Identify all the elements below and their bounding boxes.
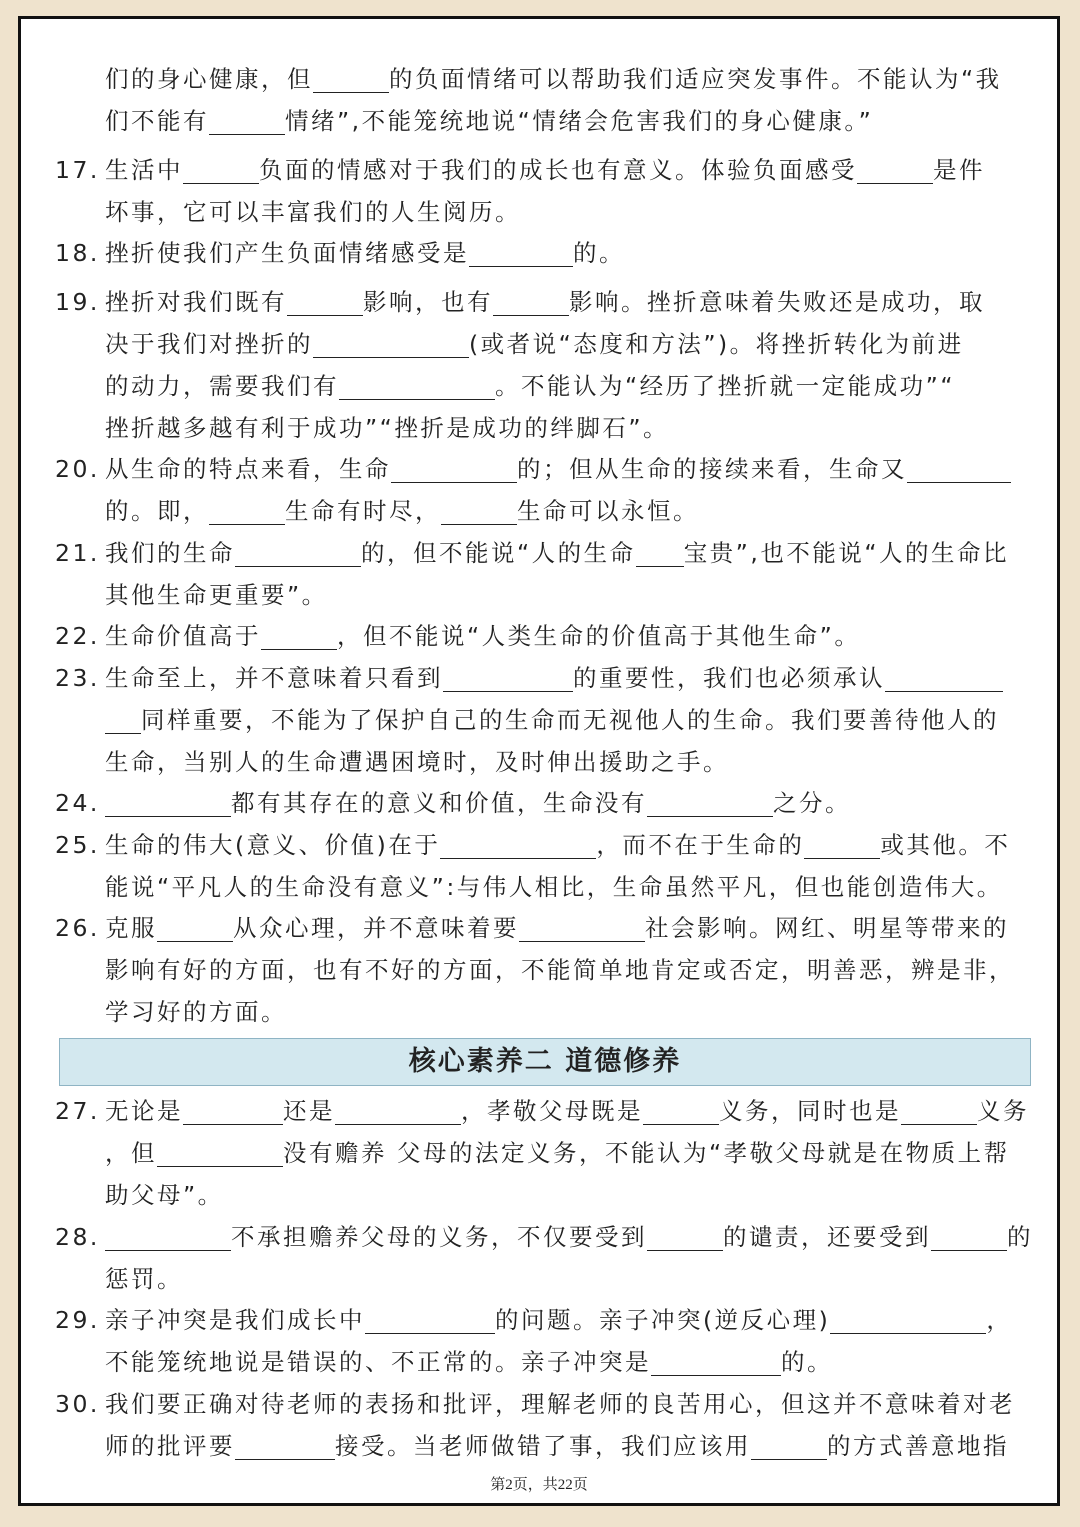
text-segment: 师的批评要 (105, 1432, 235, 1460)
text-segment: 生命，当别人的生命遭遇困境时，及时伸出援助之手。 (105, 748, 729, 776)
text-segment: 都有其存在的意义和价值，生命没有 (231, 789, 647, 817)
text-segment: 生命价值高于 (105, 622, 261, 650)
fill-in-blank[interactable] (105, 1222, 231, 1251)
question-line (21, 1300, 1057, 1340)
text-segment: ，但不能说“人类生命的价值高于其他生命”。 (337, 622, 861, 650)
text-segment: 的问题。亲子冲突(逆反心理) (495, 1306, 831, 1334)
fill-in-blank[interactable] (183, 1096, 283, 1125)
text-segment: 没有赡养 父母的法定义务，不能认为“孝敬父母就是在物质上帮 (283, 1139, 1010, 1167)
text-segment: 其他生命更重要”。 (105, 581, 328, 609)
text-segment: 的负面情绪可以帮助我们适应突发事件。不能认为“我 (389, 65, 1002, 93)
text-segment: 的重要性，我们也必须承认 (573, 664, 885, 692)
text-segment: 坏事，它可以丰富我们的人生阅历。 (105, 198, 521, 226)
fill-in-blank[interactable] (313, 64, 389, 93)
fill-in-blank[interactable] (643, 1096, 719, 1125)
text-segment: 不承担赡养父母的义务，不仅要受到 (231, 1223, 647, 1251)
question-line-continued (21, 1175, 1057, 1215)
question-number: 30. (55, 1390, 100, 1418)
text-segment: 还是 (283, 1097, 335, 1125)
question-text (105, 742, 729, 782)
question-number: 25. (55, 831, 100, 859)
question-text (105, 575, 328, 615)
question-number: 18. (55, 239, 100, 267)
text-segment: 们不能有 (105, 107, 209, 135)
question-number: 20. (55, 455, 100, 483)
text-segment: 学习好的方面。 (105, 998, 287, 1026)
question-line-continued (21, 867, 1057, 907)
question-line-continued (21, 1342, 1057, 1382)
text-segment: 的动力，需要我们有 (105, 372, 339, 400)
question-line (21, 658, 1057, 698)
question-text (105, 616, 860, 656)
question-text (105, 282, 985, 322)
question-text (105, 700, 999, 740)
text-segment: 宝贵”,也不能说“人的生命比 (683, 539, 1010, 567)
question-line (21, 233, 1057, 273)
question-text (105, 1175, 224, 1215)
question-line (21, 783, 1057, 823)
question-text (105, 908, 1009, 948)
question-text (105, 825, 1010, 865)
text-segment: 的。即， (105, 497, 209, 525)
question-number: 19. (55, 288, 100, 316)
question-number: 22. (55, 622, 100, 650)
question-text (105, 150, 985, 190)
fill-in-blank[interactable] (443, 663, 573, 692)
fill-in-blank[interactable] (907, 454, 1011, 483)
question-line-continued (21, 1259, 1057, 1299)
text-segment: 生命的伟大(意义、价值)在于 (105, 831, 441, 859)
text-segment: ，而不在于生命的 (596, 831, 805, 859)
fill-in-blank[interactable] (901, 1096, 977, 1125)
fill-in-blank[interactable] (235, 538, 361, 567)
question-text (105, 533, 1009, 573)
question-line (21, 282, 1057, 322)
text-segment: 克服 (105, 914, 157, 942)
fill-in-blank[interactable] (441, 496, 517, 525)
question-number: 24. (55, 789, 100, 817)
question-number: 29. (55, 1306, 100, 1334)
fill-in-blank[interactable] (931, 1222, 1007, 1251)
text-segment: 社会影响。网红、明星等带来的 (645, 914, 1009, 942)
text-segment: 能说“平凡人的生命没有意义”:与伟人相比，生命虽然平凡，但也能创造伟大。 (105, 873, 1003, 901)
question-text (105, 1300, 1012, 1340)
fill-in-blank[interactable] (183, 155, 259, 184)
text-segment: 决于我们对挫折的 (105, 330, 313, 358)
question-line (21, 533, 1057, 573)
text-segment: 的方式善意地指 (827, 1432, 1009, 1460)
question-number: 28. (55, 1223, 100, 1251)
fill-in-blank[interactable] (804, 830, 880, 859)
text-segment: 的 (1007, 1223, 1033, 1251)
question-text (105, 233, 625, 273)
question-number: 23. (55, 664, 100, 692)
text-segment: (或者说“态度和方法”)。将挫折转化为前进 (469, 330, 964, 358)
question-line-continued (21, 366, 1057, 406)
text-segment: 是件 (933, 156, 985, 184)
question-line-continued (21, 950, 1057, 990)
fill-in-blank[interactable] (261, 621, 337, 650)
fill-in-blank[interactable] (209, 106, 285, 135)
text-segment: 负面的情感对于我们的成长也有意义。体验负面感受 (259, 156, 857, 184)
question-text (105, 449, 1011, 489)
text-segment: 影响，也有 (363, 288, 493, 316)
question-line (21, 1217, 1057, 1257)
text-segment: 从生命的特点来看，生命 (105, 455, 391, 483)
question-line-continued (21, 408, 1057, 448)
fill-in-blank[interactable] (885, 663, 1003, 692)
question-text (105, 491, 699, 531)
fill-in-blank[interactable] (647, 1222, 723, 1251)
text-segment: 惩罚。 (105, 1265, 183, 1293)
fill-in-blank[interactable] (105, 788, 231, 817)
question-text (105, 192, 521, 232)
question-line-continued (21, 1426, 1057, 1466)
question-text (105, 1217, 1033, 1257)
question-number: 17. (55, 156, 100, 184)
fill-in-blank[interactable] (647, 788, 773, 817)
question-text (105, 867, 1003, 907)
question-text (105, 366, 955, 406)
text-segment: 之分。 (773, 789, 851, 817)
question-line-continued (21, 742, 1057, 782)
text-segment: 生命有时尽， (285, 497, 441, 525)
text-segment: 情绪”,不能笼统地说“情绪会危害我们的身心健康。” (285, 107, 874, 135)
question-number: 26. (55, 914, 100, 942)
text-segment: 接受。当老师做错了事，我们应该用 (335, 1432, 751, 1460)
fill-in-blank[interactable] (857, 155, 933, 184)
text-segment: 义务 (977, 1097, 1029, 1125)
text-segment: 义务，同时也是 (719, 1097, 901, 1125)
question-text (105, 1426, 1009, 1466)
question-line-continued (21, 1133, 1057, 1173)
question-text (105, 992, 287, 1032)
question-line-continued (21, 192, 1057, 232)
question-line-continued (21, 59, 1057, 99)
question-line (21, 1091, 1057, 1131)
question-line (21, 1384, 1057, 1424)
text-segment: ，但 (105, 1139, 157, 1167)
text-segment: 我们要正确对待老师的表扬和批评，理解老师的良苦用心，但这并不意味着对老 (105, 1390, 1015, 1418)
text-segment: 的。 (573, 239, 625, 267)
text-segment: 们的身心健康，但 (105, 65, 313, 93)
fill-in-blank[interactable] (519, 913, 645, 942)
fill-in-blank[interactable] (469, 238, 573, 267)
question-number: 21. (55, 539, 100, 567)
fill-in-blank[interactable] (440, 830, 596, 859)
question-line (21, 908, 1057, 948)
fill-in-blank[interactable] (339, 371, 495, 400)
question-text (105, 1384, 1015, 1424)
question-text (105, 408, 669, 448)
question-line-continued (21, 491, 1057, 531)
text-segment: 的。 (781, 1348, 833, 1376)
question-line (21, 449, 1057, 489)
section-header: 核心素养二 道德修养 (59, 1038, 1031, 1086)
text-segment: 助父母”。 (105, 1181, 224, 1209)
text-segment: 挫折使我们产生负面情绪感受是 (105, 239, 469, 267)
fill-in-blank[interactable] (335, 1096, 461, 1125)
question-number: 27. (55, 1097, 100, 1125)
question-line-continued (21, 992, 1057, 1032)
question-text (105, 783, 851, 823)
question-line (21, 616, 1057, 656)
question-line-continued (21, 101, 1057, 141)
text-segment: 我们的生命 (105, 539, 235, 567)
fill-in-blank[interactable] (751, 1431, 827, 1460)
fill-in-blank[interactable] (391, 454, 517, 483)
fill-in-blank[interactable] (287, 287, 363, 316)
question-text (105, 324, 964, 364)
question-text (105, 1259, 183, 1299)
question-text (105, 658, 1003, 698)
question-text (105, 1342, 833, 1382)
question-line-continued (21, 575, 1057, 615)
text-segment: 生活中 (105, 156, 183, 184)
text-segment: 的谴责，还要受到 (723, 1223, 931, 1251)
document-page (18, 16, 1060, 1506)
text-segment: 无论是 (105, 1097, 183, 1125)
page-footer: 第2页，共22页 (490, 1477, 588, 1493)
text-segment: 亲子冲突是我们成长中 (105, 1306, 365, 1334)
text-segment: ， (986, 1306, 1013, 1334)
text-segment: 挫折越多越有利于成功”“挫折是成功的绊脚石”。 (105, 414, 670, 442)
question-text (105, 101, 873, 141)
question-line-continued (21, 700, 1057, 740)
text-segment: 生命至上，并不意味着只看到 (105, 664, 443, 692)
question-line (21, 825, 1057, 865)
question-text (105, 1133, 1010, 1173)
fill-in-blank[interactable] (157, 1138, 283, 1167)
text-segment: ，孝敬父母既是 (461, 1097, 643, 1125)
fill-in-blank[interactable] (157, 913, 233, 942)
text-segment: 不能笼统地说是错误的、不正常的。亲子冲突是 (105, 1348, 651, 1376)
fill-in-blank[interactable] (105, 705, 141, 734)
text-segment: 的，但不能说“人的生命 (361, 539, 636, 567)
text-segment: 从众心理，并不意味着要 (233, 914, 519, 942)
text-segment: 挫折对我们既有 (105, 288, 287, 316)
fill-in-blank[interactable] (235, 1431, 335, 1460)
text-segment: 。不能认为“经历了挫折就一定能成功”“ (495, 372, 956, 400)
text-segment: 生命可以永恒。 (517, 497, 699, 525)
fill-in-blank[interactable] (313, 329, 469, 358)
fill-in-blank[interactable] (830, 1305, 986, 1334)
fill-in-blank[interactable] (651, 1347, 781, 1376)
fill-in-blank[interactable] (636, 538, 684, 567)
text-segment: 影响。挫折意味着失败还是成功，取 (569, 288, 985, 316)
fill-in-blank[interactable] (209, 496, 285, 525)
question-text (105, 1091, 1029, 1131)
fill-in-blank[interactable] (365, 1305, 495, 1334)
question-text (105, 950, 1015, 990)
text-segment: 影响有好的方面，也有不好的方面，不能简单地肯定或否定，明善恶，辨是非， (105, 956, 1015, 984)
fill-in-blank[interactable] (493, 287, 569, 316)
text-segment: 同样重要，不能为了保护自己的生命而无视他人的生命。我们要善待他人的 (141, 706, 999, 734)
question-text (105, 59, 1002, 99)
text-segment: 或其他。不 (880, 831, 1011, 859)
text-segment: 的；但从生命的接续来看，生命又 (517, 455, 907, 483)
question-line-continued (21, 324, 1057, 364)
question-line (21, 150, 1057, 190)
